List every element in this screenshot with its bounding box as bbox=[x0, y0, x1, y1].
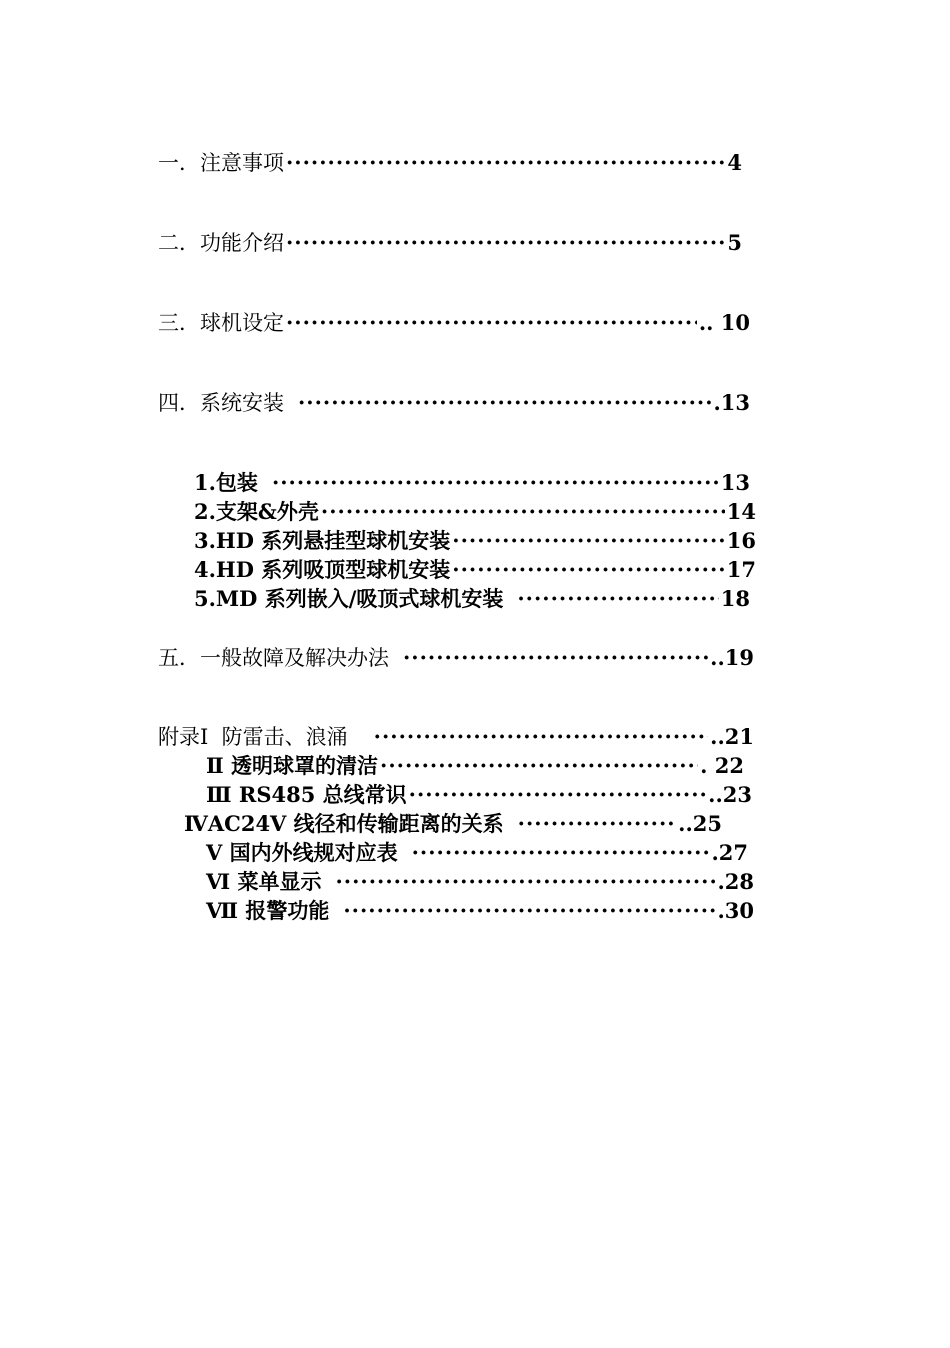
toc-entry-page: ..23 bbox=[708, 782, 752, 807]
toc-appendix-lightning bbox=[158, 724, 754, 750]
toc-entry-label: Ⅶ 报警功能 bbox=[206, 898, 330, 923]
toc-leader-dots bbox=[452, 528, 724, 554]
toc-subentry-packaging bbox=[194, 470, 750, 496]
toc-entry-label: 3.HD 系列悬挂型球机安装 bbox=[194, 528, 451, 553]
toc-entry-page: 14 bbox=[726, 499, 756, 524]
toc-entry-features bbox=[158, 230, 742, 256]
toc-leader-dots bbox=[286, 150, 725, 176]
toc-entry-label: 三．球机设定 bbox=[158, 311, 284, 335]
toc-subentry-hd-pendant bbox=[194, 528, 756, 554]
toc-appendix-dome-cleaning bbox=[206, 753, 744, 779]
toc-leader-dots bbox=[374, 724, 708, 750]
toc-entry-page: 5 bbox=[727, 230, 742, 255]
toc-appendix-wire-gauge bbox=[206, 840, 748, 866]
toc-leader-dots bbox=[412, 840, 710, 866]
toc-subentry-bracket-housing bbox=[194, 499, 756, 525]
toc-appendix-menu-display bbox=[206, 869, 754, 895]
toc-entry-page: 13 bbox=[720, 470, 750, 495]
toc-entry-label: 附录Ⅰ 防雷击、浪涌 bbox=[158, 725, 348, 749]
toc-entry-page: 18 bbox=[720, 586, 750, 611]
toc-leader-dots bbox=[518, 811, 676, 837]
toc-entry-page: ..21 bbox=[710, 724, 754, 749]
toc-entry-label: 1.包装 bbox=[194, 470, 258, 495]
toc-entry-page: 17 bbox=[726, 557, 756, 582]
toc-entry-label: V 国内外线规对应表 bbox=[206, 840, 398, 865]
toc-entry-label: 4.HD 系列吸顶型球机安装 bbox=[194, 557, 451, 582]
toc-leader-dots bbox=[380, 753, 698, 779]
toc-entry-page: .13 bbox=[713, 390, 750, 415]
toc-entry-page: .28 bbox=[717, 869, 754, 894]
toc-leader-dots bbox=[452, 557, 724, 583]
toc-entry-troubleshooting bbox=[158, 645, 754, 671]
toc-entry-system-install bbox=[158, 390, 750, 416]
toc-leader-dots bbox=[286, 310, 697, 336]
toc-appendix-rs485 bbox=[206, 782, 752, 808]
toc-entry-precautions bbox=[158, 150, 742, 176]
toc-leader-dots bbox=[335, 869, 715, 895]
toc-appendix-alarm bbox=[206, 898, 754, 924]
toc-entry-label: Ⅵ 菜单显示 bbox=[206, 869, 322, 894]
toc-entry-label: 2.支架&外壳 bbox=[194, 499, 319, 524]
toc-entry-page: .30 bbox=[717, 898, 754, 923]
toc-entry-page: 16 bbox=[726, 528, 756, 553]
toc-entry-dome-settings bbox=[158, 310, 750, 336]
toc-entry-label: 二．功能介绍 bbox=[158, 231, 284, 255]
toc-leader-dots bbox=[286, 230, 725, 256]
toc-entry-page: .27 bbox=[711, 840, 748, 865]
toc-entry-page: 4 bbox=[727, 150, 742, 175]
toc-subentry-md-embedded bbox=[194, 586, 750, 612]
toc-entry-page: . 22 bbox=[700, 753, 744, 778]
toc-appendix-ac24v-wire bbox=[184, 811, 722, 837]
toc-entry-page: .. 10 bbox=[698, 310, 750, 335]
toc-leader-dots bbox=[343, 898, 715, 924]
toc-leader-dots bbox=[321, 499, 725, 525]
toc-entry-label: ⅣAC24V 线径和传输距离的关系 bbox=[184, 811, 504, 836]
toc-leader-dots bbox=[272, 470, 719, 496]
toc-leader-dots bbox=[298, 390, 711, 416]
toc-leader-dots bbox=[403, 645, 708, 671]
toc-entry-page: ..19 bbox=[710, 645, 754, 670]
toc-entry-label: Ⅲ RS485 总线常识 bbox=[206, 782, 407, 807]
toc-subentry-hd-ceiling bbox=[194, 557, 756, 583]
toc-entry-label: 5.MD 系列嵌入/吸顶式球机安装 bbox=[194, 586, 504, 611]
toc-leader-dots bbox=[409, 782, 706, 808]
toc-entry-label: 一．注意事项 bbox=[158, 151, 284, 175]
toc-leader-dots bbox=[517, 586, 718, 612]
toc-entry-label: 四．系统安装 bbox=[158, 391, 284, 415]
toc-entry-label: Ⅱ 透明球罩的清洁 bbox=[206, 753, 379, 778]
toc-entry-page: ..25 bbox=[678, 811, 722, 836]
toc-entry-label: 五．一般故障及解决办法 bbox=[158, 646, 389, 670]
